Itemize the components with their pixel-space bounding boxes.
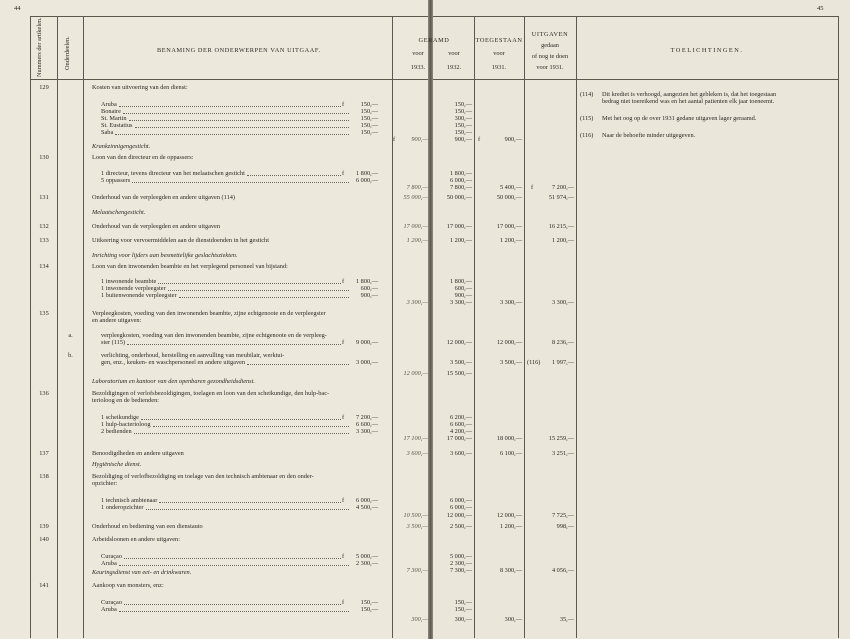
amount-1932: 150,— — [454, 122, 472, 129]
sub-amount: 900,— — [360, 292, 378, 299]
amount-1933: 17 100,— — [403, 435, 428, 442]
item-text: ster (115) — [101, 339, 126, 346]
amount-1932: 1 800,— — [449, 278, 472, 285]
page-number-right: 45 — [817, 5, 824, 12]
item-text: 1 buitenwonende verpleegster — [101, 292, 177, 299]
rule-col-uitgaven — [576, 16, 577, 638]
amount-1932: 3 300,— — [449, 299, 472, 306]
amount-1932: 150,— — [454, 606, 472, 613]
article-number: 132 — [39, 223, 49, 230]
item-text: Aruba — [101, 560, 117, 567]
top-rule-left — [30, 16, 428, 17]
leader-dots — [124, 558, 341, 559]
leader-dots — [179, 297, 349, 298]
item-text: Loon van den directeur en de oppassers: — [92, 154, 194, 161]
amount-1932: 3 500,— — [449, 359, 472, 366]
item-text: 1 directeur, tevens directeur van het melaatschen gesticht — [101, 170, 245, 177]
page-number-left: 44 — [14, 5, 21, 12]
amount-1932: 300,— — [454, 115, 472, 122]
leader-dots — [146, 509, 349, 510]
header-col4-c: of nog te doen — [531, 53, 569, 60]
leader-dots — [123, 113, 349, 114]
item-text: St. Eustatius — [101, 122, 133, 129]
note-reference: (115) — [580, 115, 594, 122]
amount-spent-1931: 15 259,— — [548, 435, 574, 442]
section-heading: Keuringsdienst van eet- en drinkwaren. — [92, 569, 192, 576]
item-text: verlichting, onderhoud, herstelling en aanvulling van meubilair, werktui- — [101, 352, 285, 359]
amount-1932: 12 000,— — [446, 339, 472, 346]
item-text: Onderhoud van de verpleegden en andere uitgaven — [92, 223, 220, 230]
amount-1932: 6 000,— — [449, 504, 472, 511]
sub-amount: 6 600,— — [355, 421, 378, 428]
florin-sign: f — [531, 184, 534, 191]
header-col2-c: 1932. — [446, 64, 462, 71]
note-text: Naar de behoefte minder uitgegeven. — [602, 132, 696, 139]
amount-1931: 1 200,— — [499, 523, 522, 530]
item-text: Uitkeering voor vervoermiddelen aan de dienstdoenden in het gesticht — [92, 237, 269, 244]
item-text: gen, enz., keuken- en waschpersoneel en andere uitgaven — [101, 359, 246, 366]
amount-1933: 7 300,— — [406, 567, 428, 574]
article-number: 133 — [39, 237, 49, 244]
sub-amount: 150,— — [360, 122, 378, 129]
amount-spent-1931: 3 300,— — [551, 299, 574, 306]
rule-col-1932 — [474, 16, 475, 638]
sub-amount: 150,— — [360, 101, 378, 108]
amount-1932: 6 000,— — [449, 177, 472, 184]
leader-dots — [132, 182, 349, 183]
amount-1932: 1 800,— — [449, 170, 472, 177]
item-text: 1 inwonende verpleegster — [101, 285, 166, 292]
header-col1-a: GERAMD — [418, 37, 450, 44]
amount-1932: 2 500,— — [449, 523, 472, 530]
amount-1932: 900,— — [454, 136, 472, 143]
amount-spent-1931: 16 215,— — [548, 223, 574, 230]
sub-amount: 1 800,— — [355, 170, 378, 177]
amount-1931: 300,— — [504, 616, 522, 623]
header-rule-left — [30, 79, 428, 80]
note-text: Met het oog op de over 1931 gedane uitgaven lager geraamd. — [602, 115, 757, 122]
amount-spent-1931: 51 974,— — [548, 194, 574, 201]
amount-1931: 1 200,— — [499, 237, 522, 244]
header-col3-b: voor — [493, 50, 505, 57]
section-heading: Krankzinnigengesticht. — [92, 143, 151, 150]
leader-dots — [247, 175, 341, 176]
article-number: 139 — [39, 523, 49, 530]
item-text: Bonaire — [101, 108, 121, 115]
item-text: 1 onderopzichter — [101, 504, 144, 511]
amount-1931: 900,— — [504, 136, 522, 143]
leader-dots — [135, 127, 349, 128]
amount-1932: 150,— — [454, 129, 472, 136]
article-number: 134 — [39, 263, 49, 270]
article-number: 138 — [39, 473, 49, 480]
sub-amount: 9 000,— — [355, 339, 378, 346]
rule-col-sub — [83, 16, 84, 638]
rule-col-1931 — [524, 16, 525, 638]
sub-item-letter: b. — [68, 352, 73, 359]
leader-dots — [124, 604, 341, 605]
header-col4-a: UITGAVEN — [531, 31, 569, 38]
rule-col-left — [30, 16, 31, 638]
item-text: en andere uitgaven: — [92, 317, 142, 324]
note-ref: (116) — [527, 359, 541, 366]
leader-dots — [119, 565, 349, 566]
amount-1931: 3 500,— — [499, 359, 522, 366]
sub-amount: 2 300,— — [355, 560, 378, 567]
amount-spent-1931: 998,— — [556, 523, 574, 530]
amount-1932: 900,— — [454, 292, 472, 299]
amount-1932: 17 000,— — [446, 435, 472, 442]
sub-amount: 4 500,— — [355, 504, 378, 511]
amount-1932: 6 600,— — [449, 421, 472, 428]
article-number: 137 — [39, 450, 49, 457]
leader-dots — [119, 106, 341, 107]
leader-dots — [153, 426, 349, 427]
sub-amount: 150,— — [360, 108, 378, 115]
amount-1933: 3 500,— — [406, 523, 428, 530]
amount-1933: 3 600,— — [406, 450, 428, 457]
item-text: Curaçao — [101, 599, 122, 606]
amount-spent-1931: 8 236,— — [551, 339, 574, 346]
header-col4-b: gedaan — [541, 42, 559, 49]
top-rule-right — [433, 16, 838, 17]
florin-sign: f — [342, 553, 345, 560]
article-number: 140 — [39, 536, 49, 543]
amount-spent-1931: 7 200,— — [551, 184, 574, 191]
amount-1931: 17 000,— — [496, 223, 522, 230]
amount-1933: 1 200,— — [406, 237, 428, 244]
article-number: 131 — [39, 194, 49, 201]
header-col4-d: voor 1931. — [536, 64, 564, 71]
item-text: Onderhoud van de verpleegden en andere uitgaven (114) — [92, 194, 235, 201]
article-number: 129 — [39, 84, 49, 91]
florin-sign: f — [342, 599, 345, 606]
sub-amount: 5 000,— — [355, 553, 378, 560]
amount-1932: 300,— — [454, 616, 472, 623]
amount-1932: 600,— — [454, 285, 472, 292]
item-text: 1 scheikundige — [101, 414, 139, 421]
header-rule-right — [433, 79, 838, 80]
florin-sign: f — [342, 339, 345, 346]
header-title: BENAMING DER ONDERWERPEN VAN UITGAAF. — [157, 47, 321, 54]
article-number: 130 — [39, 154, 49, 161]
amount-1932: 6 200,— — [449, 414, 472, 421]
item-text: St. Martin — [101, 115, 127, 122]
item-text: Aankoop van monsters, enz: — [92, 582, 164, 589]
amount-1932: 6 000,— — [449, 497, 472, 504]
note-text: bedrag niet toereikend was en het aantal patienten elk jaar toeneemt. — [602, 98, 775, 105]
sub-amount: 6 000,— — [355, 177, 378, 184]
amount-1933: 900,— — [411, 136, 428, 143]
amount-1933: 7 800,— — [406, 184, 428, 191]
leader-dots — [119, 611, 349, 612]
amount-1931: 8 300,— — [499, 567, 522, 574]
amount-1933: 300,— — [411, 616, 428, 623]
amount-1933: 17 000,— — [403, 223, 428, 230]
sub-amount: 150,— — [360, 599, 378, 606]
leader-dots — [247, 364, 349, 365]
header-col1-b: voor — [412, 50, 424, 57]
section-heading: Hygiënische dienst. — [92, 461, 142, 468]
amount-1931: 5 400,— — [499, 184, 522, 191]
amount-1931: 3 300,— — [499, 299, 522, 306]
amount-spent-1931: 1 997,— — [551, 359, 574, 366]
header-numbers: Nummers der artikelen. — [36, 17, 43, 77]
amount-1931: 50 000,— — [496, 194, 522, 201]
section-heading: Inrichting voor lijders aan besmettelijke geslachtsziekten. — [92, 252, 238, 259]
amount-1932: 50 000,— — [446, 194, 472, 201]
sub-amount: 1 800,— — [355, 278, 378, 285]
amount-spent-1931: 3 251,— — [551, 450, 574, 457]
florin-sign: f — [342, 414, 345, 421]
amount-1933: 12 000,— — [403, 370, 428, 377]
item-text: Bezoldigingen of verlofsbezoldigingen, toelagen en loon van den scheikundige, den hulp-bac- — [92, 390, 330, 397]
item-text: Onderhoud en bediening van een dienstauto — [92, 523, 203, 530]
header-col3-a: TOEGESTAAN — [475, 37, 523, 44]
amount-1932: 1 200,— — [449, 237, 472, 244]
sub-amount: 150,— — [360, 129, 378, 136]
leader-dots — [159, 502, 341, 503]
amount-1932: 5 000,— — [449, 553, 472, 560]
article-number: 135 — [39, 310, 49, 317]
sub-amount: 6 000,— — [355, 497, 378, 504]
amount-1932: 150,— — [454, 599, 472, 606]
note-text: Dit krediet is verhoogd, aangezien het gebleken is, dat het toegestaan — [602, 91, 777, 98]
item-text: opzichter: — [92, 480, 118, 487]
amount-1932: 4 200,— — [449, 428, 472, 435]
item-text: 1 hulp-bacterioloog — [101, 421, 151, 428]
item-text: Aruba — [101, 101, 117, 108]
leader-dots — [168, 290, 349, 291]
amount-1932: 7 800,— — [449, 184, 472, 191]
leader-dots — [129, 120, 349, 121]
amount-1932: 2 300,— — [449, 560, 472, 567]
item-text: Kosten van uitvoering van den dienst: — [92, 84, 188, 91]
amount-spent-1931: 7 725,— — [551, 512, 574, 519]
amount-1933: 10 500,— — [403, 512, 428, 519]
item-text: Loon van den inwonenden beambte en het verplegend personeel van bijstand: — [92, 263, 288, 270]
amount-1932: 3 600,— — [449, 450, 472, 457]
florin-sign: f — [342, 497, 345, 504]
amount-spent-1931: 4 056,— — [551, 567, 574, 574]
item-text: Bezoldiging of verlofbezoldiging en toelage van den technisch ambtenaar en den onder- — [92, 473, 314, 480]
sub-amount: 3 300,— — [355, 428, 378, 435]
item-text: verpleegkosten, voeding van den inwonenden beambte, zijne echtgenoote en de verpleeg- — [101, 332, 327, 339]
amount-1932: 7 300,— — [449, 567, 472, 574]
amount-1933: 55 000,— — [403, 194, 428, 201]
item-text: Benoodigdheden en andere uitgaven — [92, 450, 184, 457]
leader-dots — [134, 433, 349, 434]
leader-dots — [158, 283, 341, 284]
article-number: 136 — [39, 390, 49, 397]
florin-sign: f — [342, 278, 345, 285]
item-text: 5 oppassers — [101, 177, 131, 184]
item-text: Verpleegkosten, voeding van den inwonenden beambte, zijne echtgenoote en de verpleegster — [92, 310, 326, 317]
header-notes: TOELICHTINGEN. — [670, 47, 744, 54]
amount-1932: 150,— — [454, 108, 472, 115]
amount-1933: 3 300,— — [406, 299, 428, 306]
florin-sign: f — [478, 136, 481, 143]
amount-1932: 15 500,— — [446, 370, 472, 377]
sub-amount: 150,— — [360, 115, 378, 122]
sub-amount: 600,— — [360, 285, 378, 292]
item-text: 1 inwonende beambte — [101, 278, 157, 285]
amount-1931: 6 100,— — [499, 450, 522, 457]
item-text: 1 technisch ambtenaar — [101, 497, 158, 504]
item-text: Saba — [101, 129, 114, 136]
sub-amount: 150,— — [360, 606, 378, 613]
note-reference: (116) — [580, 132, 594, 139]
item-text: terioloog en de bedienden: — [92, 397, 159, 404]
header-col2-b: voor — [448, 50, 460, 57]
rule-col-text — [392, 16, 396, 638]
item-text: 2 bedienden — [101, 428, 132, 435]
florin-sign: f — [342, 170, 345, 177]
item-text: Arbeidsloonen en andere uitgaven: — [92, 536, 180, 543]
florin-sign: f — [342, 101, 345, 108]
amount-1931: 12 000,— — [496, 512, 522, 519]
amount-1932: 12 000,— — [446, 512, 472, 519]
amount-1931: 18 000,— — [496, 435, 522, 442]
rule-col-numbers — [57, 16, 58, 638]
amount-spent-1931: 1 200,— — [551, 237, 574, 244]
leader-dots — [115, 134, 349, 135]
header-col3-c: 1931. — [491, 64, 507, 71]
amount-1932: 17 000,— — [446, 223, 472, 230]
rule-col-right — [838, 16, 839, 638]
amount-1932: 150,— — [454, 101, 472, 108]
sub-item-letter: a. — [68, 332, 73, 339]
item-text: Curaçao — [101, 553, 122, 560]
note-reference: (114) — [580, 91, 594, 98]
florin-sign: f — [393, 136, 396, 143]
amount-1931: 12 000,— — [496, 339, 522, 346]
sub-amount: 3 000,— — [355, 359, 378, 366]
leader-dots — [141, 419, 341, 420]
item-text: Aruba — [101, 606, 117, 613]
article-number: 141 — [39, 582, 49, 589]
section-heading: Melaatschengesticht. — [92, 209, 146, 216]
sub-amount: 7 200,— — [355, 414, 378, 421]
section-heading: Laboratorium en kantoor van den openbaren gezondheidsdienst. — [92, 378, 255, 385]
header-sub: Onderdeelen. — [64, 36, 71, 70]
leader-dots — [127, 344, 341, 345]
amount-spent-1931: 35,— — [559, 616, 574, 623]
header-col1-c: 1933. — [410, 64, 426, 71]
